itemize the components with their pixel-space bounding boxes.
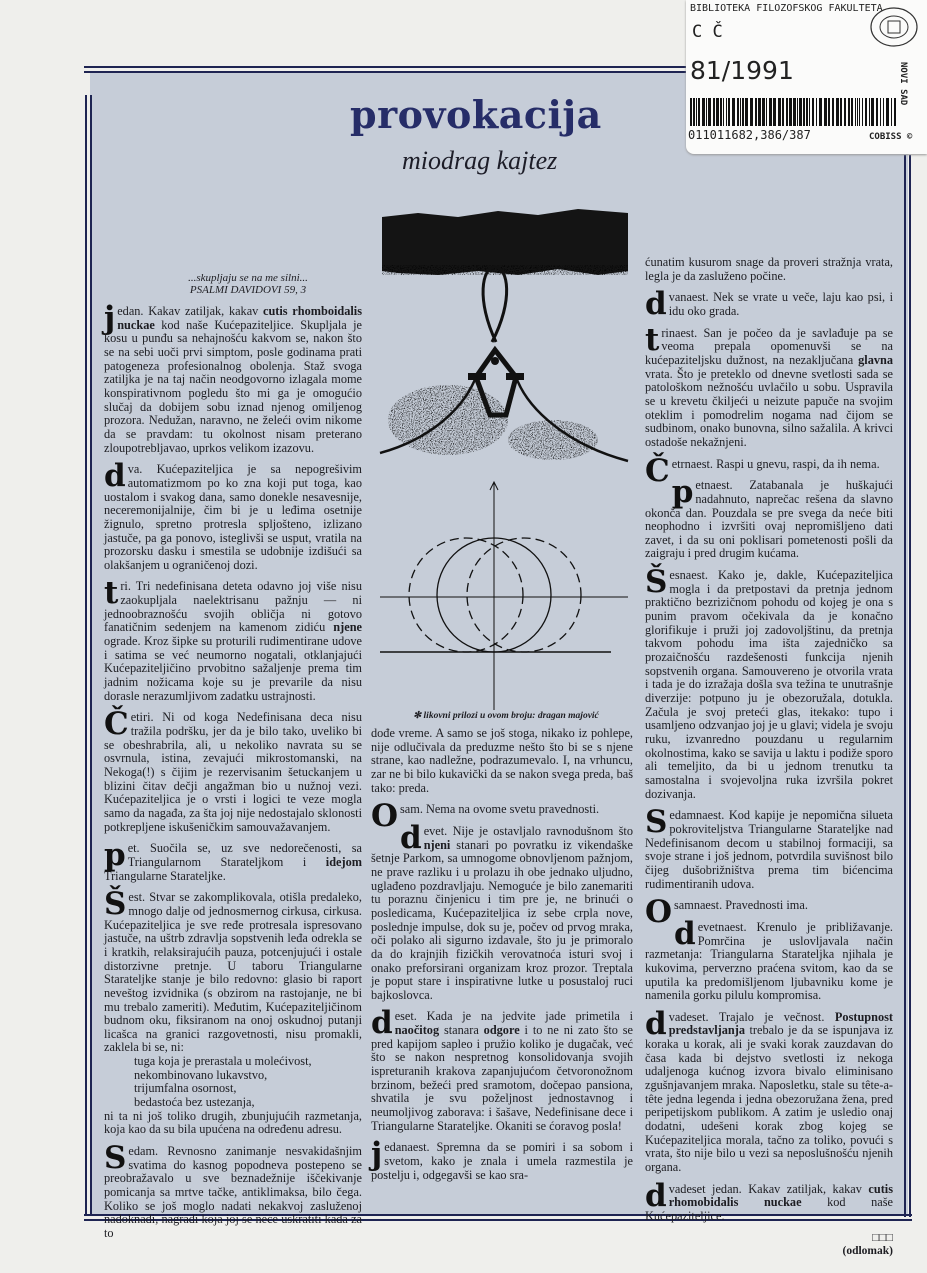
drop-cap: S	[104, 1140, 127, 1177]
bold-text: njeni	[423, 837, 451, 852]
library-name: BIBLIOTEKA FILOZOFSKOG FAKULTETA	[690, 3, 883, 14]
barcode-bar	[696, 98, 697, 126]
drop-cap: t	[645, 321, 660, 358]
paragraph-text: kod naše Kućepaziteljice. Skupljala je kosu u punđu sa nehajnošću kakvom se, nakon što se na sebi uoči prvi simptom, posle godinama prati patogeneza profesionalnog obolenja. Staž svoga zatiljka je na taj način neodgovorno izlagala mome konspirativnom pogledu što mi ga je omogućio slučaj da dobijem sobu iznad njenog omiljenog prozora. Nedužan, naravno, ne želeći ovim nikome da se pravdam: tu okolnost nisam preterano zloupotrebljavao, uprkos velikom izazovu.	[104, 317, 362, 455]
barcode-bar	[816, 98, 817, 126]
paragraph	[645, 1177, 893, 1224]
drop-cap: d	[371, 1005, 393, 1042]
drop-cap: d	[674, 915, 696, 952]
barcode-bar	[789, 98, 792, 126]
illustration-circles-diagram	[378, 480, 632, 712]
barcode-bar	[812, 98, 814, 126]
paragraph	[104, 837, 362, 883]
right-border-line	[904, 155, 906, 1217]
paragraph-text: sam. Nema na ovome svetu pravednosti.	[400, 802, 600, 817]
barcode-bar	[755, 98, 757, 126]
right-border-line	[909, 155, 911, 1217]
paragraph-text: dođe vreme. A samo se još stoga, nikako iz pohlepe, nije odlučivala da preduzme nešto što bi se s njene strane, kao nadležne, podrazumevalo. I, na vrhuncu, zar ne bi bilo kukavički da se nakon svega preda, baš tako: preda.	[371, 726, 633, 795]
paragraph-text: etiri. Ni od koga Nedefinisana deca nisu tražila podršku, jer da je bilo tako, uveliko bi se obeshrabrila, ali, u nekoliko navrata su se osvrnula, istina, zevajući mikrostomanski, na Nekoga(!) s čijim je rezervisanim šetuckanjem u blizini čitav dečji angažman bio u nužnoj vezi. Kućepaziteljica je o vrsti i logici te veze mogla samo da nagađa, za šta joj nije nedostajalo sklonosti potkrepljene iskušeničkim samouvažavanjem.	[104, 710, 362, 834]
classification-code: C Č	[692, 22, 723, 42]
paragraph	[371, 819, 633, 1003]
paragraph-text: esnaest. Kako je, dakle, Kućepaziteljica mogla i da pretpostavi da pretnja jednom praktično bezrizičnom pohodu od kojeg je ona s punim pravom očekivala da je konačno glorifikuje i pruži joj zadovoljštinu, da pretnja takvom pohodu ima išta zajedničko sa prozaičnošću razdešenosti funkcija njenih sopstvenih organa. Samouvereno je otvorila vrata i tada je do izražaja došla sva težina te unutrašnje diverzije: potpuno ju je obezoružala, dotukla. Začula je svoj preteći glas, itekako: tupo i usamljeno odzvanjao joj je u glavi; videla je svoju ruku, izvanredno pouzdanu u regularnim okolnostima, kako se savija u laktu i podiže sporo ali temeljito, da bi u jednom trenutku ta samostalna i svojevoljna ruka izvršila pokret dozivanja.	[645, 568, 893, 801]
paragraph-text: rinaest. San je počeo da je savlađuje pa se veoma prepala opomenuvši se na kućepaziteljsku dužnost, na nezaključana	[645, 325, 893, 367]
paragraph-text: et. Suočila se, uz sve nedorečenosti, sa Triangularnom Starateljkom i	[127, 841, 362, 869]
barcode-bar	[797, 98, 798, 126]
barcode-bar	[799, 98, 802, 126]
drop-cap: Č	[104, 706, 129, 743]
barcode-bar	[713, 98, 715, 126]
top-border-line	[84, 71, 688, 73]
list-line: bedastoća bez ustezanja,	[134, 1095, 255, 1110]
left-border-line	[85, 95, 87, 1215]
paragraph	[645, 804, 893, 891]
barcode-bar	[758, 98, 761, 126]
bold-text: Postupnost predstavljanja	[668, 1009, 893, 1038]
paragraph-text: trebalo je da se ispunjava iz koraka u korak, ali je svaki korak zauzdavan do časa kada bi dejstvo svetlosti iz nekoga udaljenoga kućnog izvora bivalo eliminisano zgušnjavanjem mraka. Naposletku, stale su tête-a-tête jedna legenda i jedna obezoružana žena, pred peripetijskom publikom. A zatim je usledio onaj dodatni, udešeni korak zbog kojeg se Kućepaziteljica morala, tačno za toliko, povući s vrata, što nije bilo u vezi sa neposlušnošću njenih organa.	[645, 1023, 893, 1175]
bold-text: njene	[333, 620, 362, 635]
drop-cap: d	[104, 458, 126, 495]
drop-cap: d	[400, 819, 422, 856]
bold-text: glavna	[858, 352, 893, 367]
barcode-number: 011011682,386/387	[688, 128, 811, 142]
paragraph-text: evetnaest. Krenulo je približavanje. Pomrčina je uslovljavala način razmetanja: Triangularna Starateljka njihala je kukovima, perverzno praćena svitom, kao da se uputila ka predomišljenom ljubavniku kome je namenila gorku pilulu kompromisa.	[645, 919, 893, 1003]
city-label: NOVI SAD	[898, 62, 908, 106]
paragraph-text: samnaest. Pravednosti ima.	[674, 898, 808, 913]
paragraph-text: est. Stvar se zakomplikovala, otišla predaleko, mnogo dalje od jednosmernog cirkusa, cirkusa. Kućepaziteljica je sve ređe protresala ispresovano jastuče, na uštrb zdravlja sopstvenih leđa odrekla se i kratkih, relaksirajućih pauza, potcenjujući i ostale distorzivne pretnje. U taboru Triangularne Starateljke stanje je bilo redovno: glasio bi raport neveštog izvidnika (s obzirom na rastojanje, ne bi mu trebalo zameriti). Međutim, Kućepaziteljičinom budnom oku, fiksiranom na onoj oskudnoj putanji licašca na granici razgovetnosti, nisu promakli, zaklela bi se, ni:	[104, 890, 362, 1055]
barcode-bar	[732, 98, 735, 126]
drop-cap: t	[104, 575, 119, 612]
paragraph-text: etnaest. Zatabanala je huškajući nadahnuto, naprečac rešena da slavno okonča dan. Pouzdala se pre svega da neće biti neophodno i izvršiti ovaj nepromišljeno dati zavet, i da su oni poklisari pometenosti pošli da zaigraju i pred drugim kućama.	[645, 478, 893, 561]
barcode-bar	[702, 98, 705, 126]
barcode-bar	[862, 98, 863, 126]
barcode-bar	[886, 98, 889, 126]
barcode-bar	[880, 98, 881, 126]
paragraph	[104, 300, 362, 455]
barcode-bar	[698, 98, 700, 126]
barcode-bar	[851, 98, 853, 126]
barcode-bar	[876, 98, 878, 126]
barcode-bar	[793, 98, 796, 126]
barcode-bar	[766, 98, 767, 126]
inventory-number: 81/1991	[690, 56, 794, 85]
paragraph-text: ćunatim kusurom snage da proveri stražnja vrata, legla je da zasluženo počine.	[645, 255, 893, 283]
paragraph-text: stanari po povratku iz vikendaške šetnje Parkom, sa umnogome obnovljenom pažnjom, ne prave razliku i u prolazu ih obe jednako uljudno, uglađeno pozdravljaju. Nemoguće je bilo zanemariti tu poraznu činjenicu i tim pre je, ne brinući o posledicama, Kućepaziteljica iz sebe crpla nove, poslednje impulse, dok su je, počev od prvog mraka, oči polako ali sigurno izdavale, što ju je primoralo da do krajnjih fizičkih verovatnoća isturi svoj i onako preforsirani organizam kroz prozor. Treptala je poput stare i inspirativne lutke u posustaloj ruci bajkoslovca.	[371, 837, 633, 1002]
article-author: miodrag kajtez	[402, 146, 558, 175]
paragraph-text: vrata. Što je preteklo od dnevne svetlosti sada se patološkom nežnošću uvlačilo u sobu. Uspravila se u krevetu čkiljeći u neizute papuče na svojim oteklim i pomodrelim nogama nad čijom se sudbinom, onako bunovna, silno sažalila. A krivci ostadoše nekažnjeni.	[645, 366, 893, 449]
paragraph	[645, 894, 893, 931]
paragraph-text: evet. Nije je ostavljalo ravnodušnom što	[423, 823, 633, 838]
barcode-bar	[824, 98, 827, 126]
paragraph-text: vanaest. Nek se vrate u veče, laju kao psi, i idu oko grada.	[668, 290, 893, 318]
paragraph-text: vadeset. Trajalo je večnost.	[668, 1009, 835, 1024]
paragraph-text: i to ne ni zato što se pred kapijom sapleo i pružio koliko je dugačak, već što se nakon nespretnog konsolidovanja svojih ispreturanih krakova zapanjujućom četvoronožnom brzinom, bežeći pred sramotom, dočepao pansiona, shvatila je svu poželjnost jednostavnog i neumoljivog zaborava: i šašave, Nedefinisane dece i Triangularne Starateljke. Okaniti se ćoravog posla!	[371, 1023, 634, 1133]
paragraph-text: etrnaest. Raspi u gnevu, raspi, da ih nema.	[671, 456, 880, 471]
barcode-bar	[728, 98, 730, 126]
barcode-bar	[891, 98, 892, 126]
list-line: trijumfalna osornost,	[134, 1081, 237, 1096]
paragraph-text: ograde. Kroz šipke su proturili rudimentirane udove i satima se već neumorno nogatali, otklanjajući Kućepaziteljičino prvobitno sažaljenje prema tim jadnim nožicama koje su je prevarile da nisu dorasle nerazumljivom zadatku ustrajnosti.	[104, 634, 362, 703]
ending-marks: □□□	[872, 1231, 893, 1244]
paragraph	[104, 458, 362, 572]
barcode-bar	[857, 98, 858, 126]
barcode-bar	[723, 98, 724, 126]
barcode-bar	[859, 98, 860, 126]
paragraph-text: edam. Revnosno zanimanje nesvakidašnjim svatima do kasnog popodneva postepeno se preobražavalo u sve beznadežnije iščekivanje pomicanja sa mrtve tačke, antiklimaksa, bilo čega. Koliko se još moglo nadati nekakvoj zasluženoj nadoknadi, nagradi koja joj se neće uskratiti kada za to	[104, 1144, 362, 1240]
paragraph-text: vadeset jedan. Kakav zatiljak, kakav	[668, 1181, 869, 1196]
barcode-bar	[706, 98, 707, 126]
barcode-bar	[828, 98, 830, 126]
barcode-bar	[806, 98, 808, 126]
paragraph	[104, 886, 362, 1137]
bold-text: cutis rhomobidalis nuckae	[668, 1181, 893, 1210]
bold-text: odgore	[483, 1023, 520, 1038]
bold-text: idejom	[325, 854, 362, 869]
barcode-bar	[855, 98, 856, 126]
paragraph	[645, 321, 893, 450]
drop-cap: j	[104, 300, 116, 336]
barcode-bar	[726, 98, 727, 126]
barcode-bar	[708, 98, 711, 126]
list-line: nekombinovano lukavstvo,	[134, 1067, 268, 1082]
barcode-bar	[871, 98, 874, 126]
top-border-line	[84, 66, 688, 68]
drop-cap: S	[645, 804, 668, 841]
paragraph	[645, 915, 893, 1003]
illustration-landscape	[378, 205, 632, 475]
barcode-bar	[745, 98, 748, 126]
epigraph	[134, 272, 362, 296]
barcode-bar	[750, 98, 753, 126]
barcode-bar	[740, 98, 741, 126]
paragraph-text: va. Kućepaziteljica je sa nepogrešivim automatizmom po ko zna koji put toga, kao uostalom i svakog dana, samo donekle nesavesnije, neceremonijalnije, čim bi je u leđima osetnije žignulo, spretno protresla spljošteno, izlizano jastuče, pa ga ponovo, isteglivši se usput, vratila na prozorsku dasku i smestila se udobnije izdišući sa olakšanjem u ograničenoj dozi.	[104, 462, 362, 572]
paragraph-text: edan. Kakav zatiljak, kakav	[117, 304, 263, 318]
barcode-bar	[894, 98, 896, 126]
indented-list	[134, 1055, 362, 1110]
barcode-bar	[883, 98, 884, 126]
drop-cap: O	[645, 894, 673, 931]
barcode-bar	[819, 98, 822, 126]
drop-cap: p	[671, 474, 694, 511]
barcode-bar	[809, 98, 810, 126]
article-title: provokacija	[350, 92, 602, 137]
barcode-bar	[773, 98, 776, 126]
paragraph-text: edanaest. Spremna da se pomiri i sa sobom i svetom, kako je znala i umela razmestila je postelju i, odgegavši se kao sra-	[371, 1140, 633, 1182]
barcode-bar	[803, 98, 805, 126]
barcode-bar	[836, 98, 839, 126]
barcode-bar	[778, 98, 781, 126]
cobiss-label: COBISS ©	[869, 132, 913, 142]
text-column-middle	[371, 727, 633, 1190]
library-seal-stamp	[868, 6, 920, 48]
barcode-bar	[869, 98, 870, 126]
barcode-bar	[720, 98, 722, 126]
barcode-bar	[832, 98, 834, 126]
drop-cap: Š	[645, 564, 668, 601]
barcode-bar	[844, 98, 846, 126]
paragraph	[645, 256, 893, 283]
paragraph-text: kod naše Kućepaziteljice.	[645, 1195, 893, 1223]
text-column-left	[104, 272, 362, 1249]
paragraph-text: eset. Kada je na jedvite jade primetila i	[394, 1009, 633, 1024]
barcode-bar	[769, 98, 772, 126]
barcode-bar	[742, 98, 744, 126]
barcode-bar	[786, 98, 788, 126]
drop-cap: Č	[645, 452, 670, 489]
barcode-bar	[716, 98, 719, 126]
paragraph	[645, 474, 893, 561]
drop-cap: d	[645, 1177, 667, 1214]
paragraph	[104, 1140, 362, 1241]
paragraph-text: ni ta ni još toliko drugih, zbunjujućih razmetanja, koja kao da su bila upućena na određenu adresu.	[104, 1108, 362, 1137]
drop-cap: j	[371, 1136, 383, 1173]
paragraph	[104, 575, 362, 703]
paragraph	[645, 1005, 893, 1175]
paragraph	[104, 706, 362, 834]
drop-cap: d	[645, 286, 667, 323]
epigraph-source: PSALMI DAVIDOVI 59, 3	[189, 284, 307, 296]
bold-text: naočitog	[394, 1023, 440, 1038]
paragraph-text: stanara	[439, 1023, 484, 1038]
paragraph	[371, 727, 633, 795]
text-column-right	[645, 256, 893, 1258]
paragraph	[371, 1005, 634, 1133]
excerpt-label: (odlomak)	[842, 1244, 893, 1257]
epigraph-quote: ...skupljaju se na me silni...	[188, 272, 308, 284]
drop-cap: Š	[104, 886, 127, 923]
drop-cap: O	[371, 798, 399, 835]
list-line: tuga koja je prerastala u molećivost,	[134, 1054, 312, 1069]
barcode-bar	[865, 98, 867, 126]
barcode-bar	[762, 98, 765, 126]
barcode	[690, 98, 900, 126]
paragraph-text: Triangularne Starateljke.	[104, 868, 226, 883]
illustration-caption: ✻ likovni prilozi u ovom broju: dragan majović	[413, 711, 599, 721]
paragraph-text: ri. Tri nedefinisana deteta odavno joj više nisu zaokupljala naelektrisanu pažnju — ni jednoobraznošću svojih obličja ni gotovo fanatičnim sedenjem na kamenom zidiću	[104, 579, 362, 635]
paragraph-text: edamnaest. Kod kapije je nepomična silueta pokroviteljstva Triangularne Starateljke nad Nedefinisanom decom u stabilnoj formaciji, sa svoje strane i još jednom, potvrdila suvišnost bilo čijeg dušobrižništva prema tim bićencima rudimentiranih udova.	[645, 808, 893, 891]
paragraph	[645, 564, 893, 801]
library-sticker	[686, 0, 927, 154]
paragraph	[645, 286, 893, 323]
bold-text: cutis rhomboidalis nuckae	[117, 304, 362, 332]
barcode-bar	[690, 98, 692, 126]
barcode-bar	[737, 98, 739, 126]
drop-cap: p	[104, 837, 126, 874]
paragraph	[371, 1136, 633, 1182]
paragraph	[645, 452, 893, 489]
drop-cap: d	[645, 1005, 667, 1042]
barcode-bar	[840, 98, 842, 126]
barcode-bar	[693, 98, 695, 126]
barcode-bar	[782, 98, 784, 126]
left-border-line	[90, 95, 92, 1215]
excerpt-ending	[645, 1232, 893, 1258]
barcode-bar	[848, 98, 850, 126]
